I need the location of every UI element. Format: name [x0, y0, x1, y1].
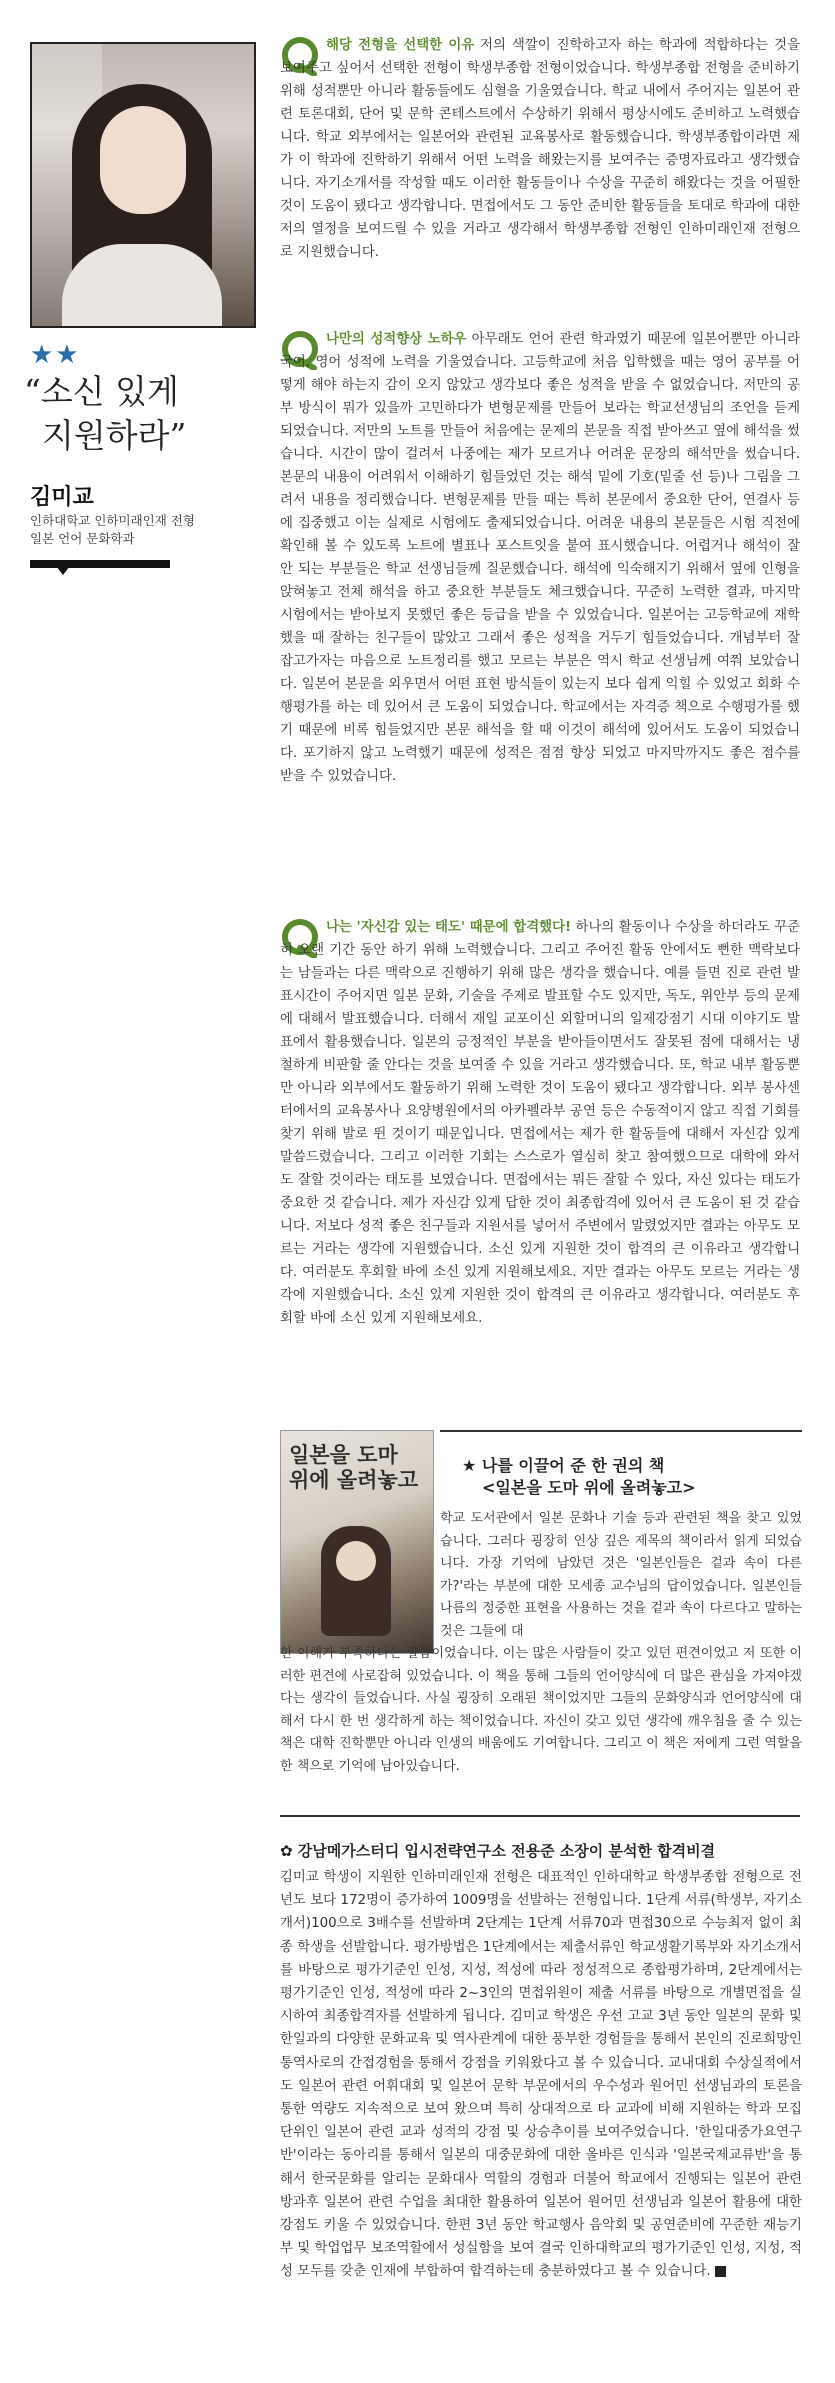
rating-stars: ★★ — [30, 340, 81, 370]
profile-divider-tip — [56, 566, 70, 575]
analysis-text — [280, 1866, 802, 2284]
profile-quote — [24, 370, 224, 458]
section-2-body: 아무래도 언어 관련 학과였기 때문에 일본어뿐만 아니라 국어, 영어 성적에 노력을 기울였습니다. 고등학교에 처음 입학했을 때는 영어 공부를 어떻게 해야 하는지 감이 오지 않았고 생각보다 좋은 성적을 받을 수 없었습니다. 저만의 공부 방식이 뭐가 있을까 고민하다가 변형문제를 만들어 보라는 학교선생님의 조언을 듣게 되었습니다. 저만의 노트를 만들어 처음에는 문제의 본문을 직접 받아쓰고 옆에 해석을 썼습니다. 시간이 많이 걸려서 나중에는 제가 모르거나 어려운 문장의 해석만을 썼습니다. 본문의 내용이 어려워서 이해하기 힘들었던 것는 해석 밑에 기호(밑줄 선 등)나 그림을 그려서 내용을 정리했습니다. 변형문제를 만들 때는 특히 본문에서 중요한 단어, 연결사 등에 집중했고 이는 실제로 시험에도 출제되었습니다. 어려운 내용의 본문들은 시험 직전에 확인해 볼 수 있도록 노트에 별표나 포스트잇을 붙여 표시했습니다. 어렵거나 해석이 잘 안 되는 부분들은 학교 선생님들께 질문했습니다. 해석에 익숙해지기 위해서 옆에 인형을 앉혀놓고 전체 해석을 하고 중요한 부분들도 체크했습니다. 꾸준히 노력한 결과, 마지막 시험에서는 받아보지 못했던 좋은 등급을 받을 수 있었습니다. 일본어는 고등학교에 재학했을 때 잘하는 친구들이 많았고 그래서 좋은 성적을 거두기 힘들었습니다. 개념부터 잘 잡고가자는 마음으로 노트정리를 했고 모르는 부분은 역시 학교 선생님께 여쭤 보았습니다. 일본어 본문을 외우면서 어떤 표현 방식들이 있는지 보다 쉽게 익힐 수 있었고 회화 수행평가를 하는 데 있어서 큰 도움이 되었습니다. 학교에서는 자격증 책으로 수행평가를 했기 때문에 비록 힘들었지만 본문 해석을 할 때 이것이 해석에 있어서도 도움이 되었습니다. 포기하지 않고 노력했기 때문에 성적은 점점 향상 되었고 마지막까지도 좋은 점수를 받을 수 있었습니다. — [280, 332, 800, 784]
analysis-body: 김미교 학생이 지원한 인하미래인재 전형은 대표적인 인하대학교 학생부종합 전형으로 전년도 보다 172명이 증가하여 1009명을 선발하는 전형입니다. 1단계 서류(학생부, 자기소개서)100으로 3배수를 선발하며 2단계는 1단계 서류70과 면접30으로 수능최저 없이 최종 학생을 선발합니다. 평가방법은 1단계에서는 제출서류인 학교생활기록부와 자기소개서를 바탕으로 평가기준인 인성, 지성, 적성에 따라 정성적으로 종합평가하며, 2단계에서는 평가기준인 인성, 적성에 따라 2~3인의 면접위원이 제출 서류를 바탕으로 개별면접을 실시하여 최종합격자를 선발하게 됩니다. 김미교 학생은 우선 고교 3년 동안 일본의 문화 및 한일과의 다양한 문화교육 및 역사관계에 대한 풍부한 경험들을 통해서 본인의 진로희망인 통역사로의 간접경험을 통해서 강점을 키워왔다고 볼 수 있습니다. 교내대회 수상실적에서도 일본어 관련 어휘대회 및 일본어 문학 부문에서의 우수성과 원어민 선생님과의 토론을 통한 역량도 지속적으로 보여 왔으며 특히 상대적으로 타 교과에 비해 지원하는 학과 모집단위인 일본어 관련 교과 성적의 강점 및 상승추이를 보여주었습니다. '한일대중가요연구반'이라는 동아리를 통해서 일본의 대중문화에 대한 올바른 인식과 '일본국제교류반'을 통해서 한국문화를 알리는 문화대사 역할의 경험과 더불어 학교에서 진행되는 일본어 관련 방과후 일본어 관련 수업을 최대한 활용하여 일본어 원어민 선생님과 일본어 활용에 대한 강점도 키울 수 있었습니다. 한편 3년 동안 학교행사 음악회 및 공연준비에 꾸준한 재능기부 및 학업업무 보조역할에서 성실함을 보여 결국 인하대학교의 평가기준인 인성, 지성, 적성 모두를 갖춘 인재에 부합하여 합격하는데 충분하였다고 볼 수 있습니다. — [280, 1870, 802, 2280]
book-top-line — [440, 1430, 802, 1432]
book-cover — [280, 1430, 434, 1654]
affiliation-line-2: 일본 언어 문화학과 — [30, 531, 135, 546]
section-3 — [280, 916, 800, 1330]
book-heading-line-2: <일본을 도마 위에 올려놓고> — [482, 1478, 696, 1497]
quote-line-2: 지원하라” — [42, 416, 187, 455]
student-photo — [30, 42, 256, 328]
profile-divider-bar — [30, 560, 170, 568]
section-1 — [280, 34, 800, 264]
book-bottom-line — [280, 1815, 800, 1817]
analysis-title: ✿ 강남메가스터디 입시전략연구소 전용준 소장이 분석한 합격비결 — [280, 1842, 716, 1860]
book-heading — [462, 1455, 802, 1499]
affiliation-line-1: 인하대학교 인하미래인재 전형 — [30, 513, 195, 528]
end-mark-icon — [715, 2266, 726, 2277]
book-cover-title: 일본을 도마 위에 올려놓고 — [289, 1443, 419, 1492]
book-text: 학교 도서관에서 일본 문화나 기술 등과 관련된 책을 찾고 있었습니다. 그러다 굉장히 인상 깊은 제목의 책이라서 읽게 되었습니다. 가장 기억에 남았던 것은 '일본인들은 겉과 속이 다른가?'라는 부분에 대한 모세종 교수님의 답이었습니다. 일본인들 나름의 정중한 표현을 사용하는 것을 겉과 속이 다르다고 말하는 것은 그들에 대 — [440, 1511, 802, 1639]
student-affiliation — [30, 512, 230, 548]
section-3-body: 하나의 활동이나 수상을 하더라도 꾸준히 오랜 기간 동안 하기 위해 노력했습니다. 그리고 주어진 활동 안에서도 뻔한 맥락보다는 남들과는 다른 맥락으로 진행하기 위해 많은 생각을 했습니다. 예를 들면 진로 관련 발표시간이 주어지면 일본 문화, 기술을 주제로 발표할 수도 있지만, 독도, 위안부 등의 문제에 대해서 발표했습니다. 더해서 재일 교포이신 외할머니의 일제강점기 시대 이야기도 발표에서 활용했습니다. 일본의 긍정적인 부분을 받아들이면서도 잘못된 점에 대해서는 냉철하게 비판할 줄 안다는 것을 보여줄 수 있을 거라고 생각했습니다. 또, 학교 내부 활동뿐만 아니라 외부에서도 활동하기 위해 노력한 것이 도움이 됐다고 생각합니다. 외부 봉사센터에서의 교육봉사나 요양병원에서의 아카펠라부 공연 등은 수동적이지 않고 직접 기회를 찾기 위해 발로 뛴 것이기 때문입니다. 면접에서는 제가 한 활동들에 대해서 자신감 있게 말씀드렸습니다. 그리고 이러한 기회는 스스로가 열심히 찾고 참여했으므로 대학에 와서도 잘할 것이라는 태도를 보였습니다. 면접에서는 뭐든 잘할 수 있다, 자신 있다는 태도가 중요한 것 같습니다. 제가 자신감 있게 답한 것이 최종합격에 있어서 큰 도움이 된 것 같습니다. 저보다 성적 좋은 친구들과 지원서를 넣어서 주변에서 말렸었지만 결과는 아무도 모르는 거라는 생각에 지원했습니다. 소신 있게 지원한 것이 합격의 큰 이유라고 생각합니다. 여러분도 후회할 바에 소신 있게 지원해보세요. 지만 결과는 아무도 모르는 거라는 생각에 지원했습니다. 소신 있게 지원한 것이 합격의 큰 이유라고 생각합니다. 여러분도 후회할 바에 소신 있게 지원해보세요. — [280, 920, 800, 1326]
section-2-lead: 나만의 성적향상 노하우 — [326, 332, 467, 347]
section-1-body: 저의 색깔이 진학하고자 하는 학과에 적합하다는 것을 보여주고 싶어서 선택한 전형이 학생부종합 전형이었습니다. 학생부종합 전형을 준비하기 위해 성적뿐만 아니라 활동들에도 심혈을 기울였습니다. 학교 내에서 주어지는 일본어 관련 토론대회, 단어 및 문학 콘테스트에서 수상하기 위해서 평상시에도 준비하고 노력했습니다. 학교 외부에서는 일본어와 관련된 교육봉사로 활동했습니다. 학생부종합이라면 제가 이 학과에 진학하기 위해서 어떤 노력을 해왔는지를 보여주는 증명자료라고 생각했습니다. 자기소개서를 작성할 때도 이러한 활동들이나 수상을 꾸준히 해왔다는 것을 어필한 것이 도움이 됐다고 생각합니다. 면접에서도 그 동안 준비한 활동들을 토대로 학과에 대한 저의 열정을 보여드릴 수 있을 거라고 생각해서 학생부종합 전형인 인하미래인재 전형으로 지원했습니다. — [280, 38, 801, 260]
section-2 — [280, 328, 800, 788]
student-name: 김미교 — [30, 485, 94, 510]
book-text-continued: 한 이해가 부족하다는 말씀이었습니다. 이는 많은 사람들이 갖고 있던 편견이었고 저 또한 이러한 편견에 사로잡혀 있었습니다. 이 책을 통해 그들의 언어양식에 더 많은 관심을 가져야겠다는 생각이 들었습니다. 사실 굉장히 오래된 책이었지만 그들의 문화양식과 언어양식에 대해서 다시 한 번 생각하게 하는 책이었습니다. 자신이 갖고 있던 생각에 깨우침을 줄 수 있는 책은 대학 진학뿐만 아니라 인생의 배움에도 기여합니다. 그리고 이 책은 저에게 그런 역할을 한 책으로 기억에 남아있습니다. — [280, 1646, 802, 1774]
book-heading-line-1: ★ 나를 이끌어 준 한 권의 책 — [462, 1456, 665, 1475]
section-1-lead: 해당 전형을 선택한 이유 — [326, 38, 475, 53]
quote-line-1: “소신 있게 — [24, 372, 179, 411]
section-3-lead: 나는 '자신감 있는 태도' 때문에 합격했다! — [326, 920, 572, 935]
